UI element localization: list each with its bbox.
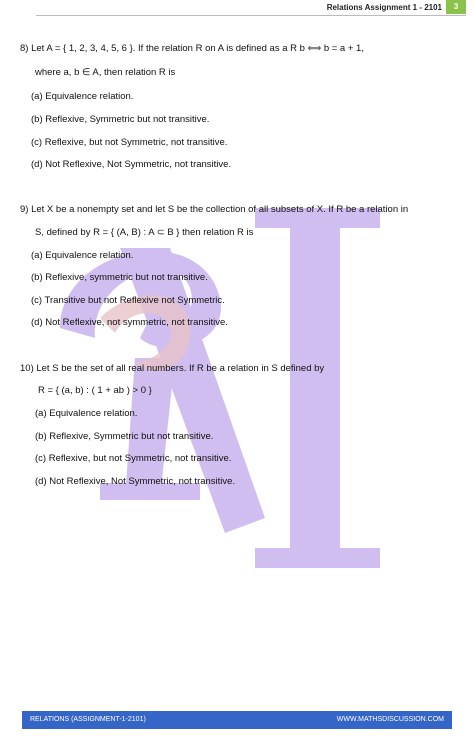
question-10-option-d: (d) Not Reflexive, Not Symmetric, not transitive. [35, 476, 236, 487]
question-8-stem: 8) Let A = { 1, 2, 3, 4, 5, 6 }. If the relation R on A is defined as a R b ⟺ b = a + 1, [20, 43, 364, 54]
header-title: Relations Assignment 1 - 2101 [326, 3, 442, 12]
question-8-option-b: (b) Reflexive, Symmetric but not transitive. [31, 114, 210, 125]
question-9-option-d: (d) Not Reflexive, not symmetric, not transitive. [31, 317, 228, 328]
question-8-option-c: (c) Reflexive, but not Symmetric, not transitive. [31, 137, 228, 148]
question-8-option-a: (a) Equivalence relation. [31, 91, 134, 102]
footer-document-title: RELATIONS (ASSIGNMENT-1-2101) [30, 716, 146, 723]
question-9-stem-cont: S, defined by R = { (A, B) : A ⊂ B } then relation R is [35, 227, 254, 238]
question-9-option-c: (c) Transitive but not Reflexive not Symmetric. [31, 295, 225, 306]
question-9-option-a: (a) Equivalence relation. [31, 250, 134, 261]
footer-bar [22, 711, 452, 729]
question-10-stem: 10) Let S be the set of all real numbers. If R be a relation in S defined by [20, 363, 325, 374]
question-8-option-d: (d) Not Reflexive, Not Symmetric, not transitive. [31, 159, 232, 170]
page-number-badge: 3 [446, 0, 466, 14]
header-divider [36, 15, 466, 16]
question-9-stem: 9) Let X be a nonempty set and let S be the collection of all subsets of X. If R be a relation in [20, 204, 409, 215]
question-9-option-b: (b) Reflexive, symmetric but not transitive. [31, 272, 208, 283]
question-8-stem-cont: where a, b ∈ A, then relation R is [35, 67, 176, 78]
question-10-option-c: (c) Reflexive, but not Symmetric, not transitive. [35, 453, 232, 464]
footer-website-link[interactable]: WWW.MATHSDISCUSSION.COM [336, 716, 444, 723]
question-10-option-a: (a) Equivalence relation. [35, 408, 138, 419]
question-10-option-b: (b) Reflexive, Symmetric but not transitive. [35, 431, 214, 442]
question-10-stem-cont: R = { (a, b) : ( 1 + ab ) > 0 } [38, 385, 152, 396]
page-header [0, 0, 474, 16]
